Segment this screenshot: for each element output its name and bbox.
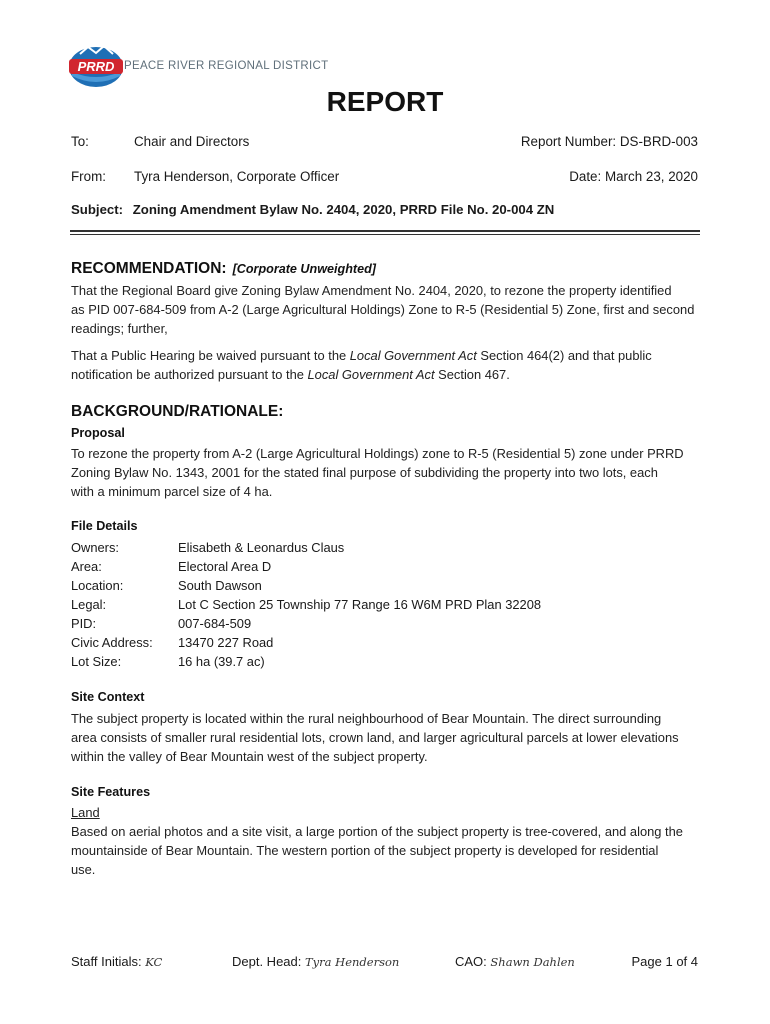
- file-detail-key: Civic Address:: [71, 635, 153, 650]
- file-details-heading: File Details: [71, 519, 138, 533]
- text-line: [71, 365, 701, 384]
- file-detail-row: [71, 633, 701, 652]
- recommendation-paragraph-2: [71, 346, 701, 384]
- divider: [70, 230, 700, 232]
- file-detail-key: Legal:: [71, 597, 107, 612]
- cao-label: CAO:: [455, 954, 487, 969]
- staff-initials: [71, 953, 162, 971]
- subject-value: Zoning Amendment Bylaw No. 2404, 2020, PRRD File No. 20-004 ZN: [132, 202, 555, 217]
- act-name: Local Government Act: [307, 367, 435, 382]
- text-line: The subject property is located within the rural neighbourhood of Bear Mountain. The direct surrounding: [71, 711, 662, 726]
- recommendation-subtitle: [Corporate Unweighted]: [232, 262, 376, 276]
- file-detail-row: [71, 595, 701, 614]
- file-detail-value: Electoral Area D: [178, 559, 272, 574]
- from-label: From:: [71, 169, 106, 184]
- file-detail-value: 007-684-509: [178, 616, 252, 631]
- proposal-heading: Proposal: [71, 426, 125, 440]
- text-span: notification be authorized pursuant to the: [71, 367, 308, 382]
- staff-initials-signature: KC: [145, 955, 163, 969]
- act-name: Local Government Act: [349, 348, 477, 363]
- page-number: Page 1 of 4: [631, 954, 698, 969]
- background-heading: BACKGROUND/RATIONALE:: [71, 403, 284, 420]
- recommendation-title: RECOMMENDATION:: [71, 260, 227, 277]
- text-span: Section 467.: [434, 367, 510, 382]
- recommendation-paragraph-1: [71, 281, 701, 338]
- text-line: as PID 007-684-509 from A-2 (Large Agricultural Holdings) Zone to R-5 (Residential 5) Zone, first and second: [71, 302, 695, 317]
- org-name: PEACE RIVER REGIONAL DISTRICT: [124, 60, 329, 72]
- text-line: To rezone the property from A-2 (Large Agricultural Holdings) zone to R-5 (Residential 5) zone under PRRD: [71, 446, 684, 461]
- cao-signature: Shawn Dahlen: [490, 955, 575, 969]
- text-line: Zoning Bylaw No. 1343, 2001 for the stated final purpose of subdividing the property into two lots, each: [71, 465, 658, 480]
- report-date: Date: March 23, 2020: [569, 169, 698, 184]
- text-line: Based on aerial photos and a site visit, a large portion of the subject property is tree-covered, and along the: [71, 824, 683, 839]
- to-label: To:: [71, 134, 89, 149]
- file-detail-row: [71, 652, 701, 671]
- text-line: mountainside of Bear Mountain. The western portion of the subject property is developed for residential: [71, 843, 659, 858]
- staff-initials-label: Staff Initials:: [71, 954, 142, 969]
- page-title: REPORT: [326, 86, 444, 117]
- subject-line: [71, 202, 554, 217]
- file-detail-row: [71, 614, 701, 633]
- cao: [455, 953, 575, 971]
- file-detail-key: PID:: [71, 616, 97, 631]
- file-detail-key: Lot Size:: [71, 654, 122, 669]
- subject-label: Subject:: [71, 202, 124, 217]
- file-detail-key: Location:: [71, 578, 124, 593]
- site-context-paragraph: [71, 709, 701, 766]
- file-detail-key: Area:: [71, 559, 102, 574]
- land-paragraph: [71, 822, 701, 879]
- text-line: with a minimum parcel size of 4 ha.: [71, 484, 273, 499]
- text-line: within the valley of Bear Mountain west of the subject property.: [71, 749, 428, 764]
- file-detail-value: South Dawson: [178, 578, 262, 593]
- from-value: Tyra Henderson, Corporate Officer: [134, 169, 340, 184]
- proposal-paragraph: [71, 444, 701, 501]
- text-line: area consists of smaller rural residential lots, crown land, and larger agricultural parcels at lower elevations: [71, 730, 679, 745]
- land-subheading: Land: [71, 805, 100, 820]
- text-span: That a Public Hearing be waived pursuant to the: [71, 348, 350, 363]
- file-detail-value: Lot C Section 25 Township 77 Range 16 W6M PRD Plan 32208: [178, 597, 542, 612]
- file-detail-key: Owners:: [71, 540, 119, 555]
- site-features-heading: Site Features: [71, 785, 151, 799]
- file-detail-row: [71, 538, 701, 557]
- text-line: readings; further,: [71, 321, 168, 336]
- file-detail-value: Elisabeth & Leonardus Claus: [178, 540, 345, 555]
- file-detail-row: [71, 576, 701, 595]
- site-context-heading: Site Context: [71, 690, 145, 704]
- logo-text: PRRD: [77, 59, 115, 74]
- to-value: Chair and Directors: [134, 134, 250, 149]
- prrd-logo: [66, 42, 126, 90]
- recommendation-heading: [71, 260, 376, 278]
- dept-head-label: Dept. Head:: [232, 954, 302, 969]
- dept-head-signature: Tyra Henderson: [305, 955, 400, 969]
- text-line: use.: [71, 862, 96, 877]
- dept-head: [232, 953, 399, 971]
- text-line: That the Regional Board give Zoning Bylaw Amendment No. 2404, 2020, to rezone the property identified: [71, 283, 672, 298]
- text-span: Section 464(2) and that public: [476, 348, 652, 363]
- file-detail-row: [71, 557, 701, 576]
- report-number: Report Number: DS-BRD-003: [520, 134, 698, 149]
- text-line: [71, 346, 701, 365]
- file-detail-value: 16 ha (39.7 ac): [178, 654, 265, 669]
- file-detail-value: 13470 227 Road: [178, 635, 274, 650]
- divider: [70, 234, 700, 235]
